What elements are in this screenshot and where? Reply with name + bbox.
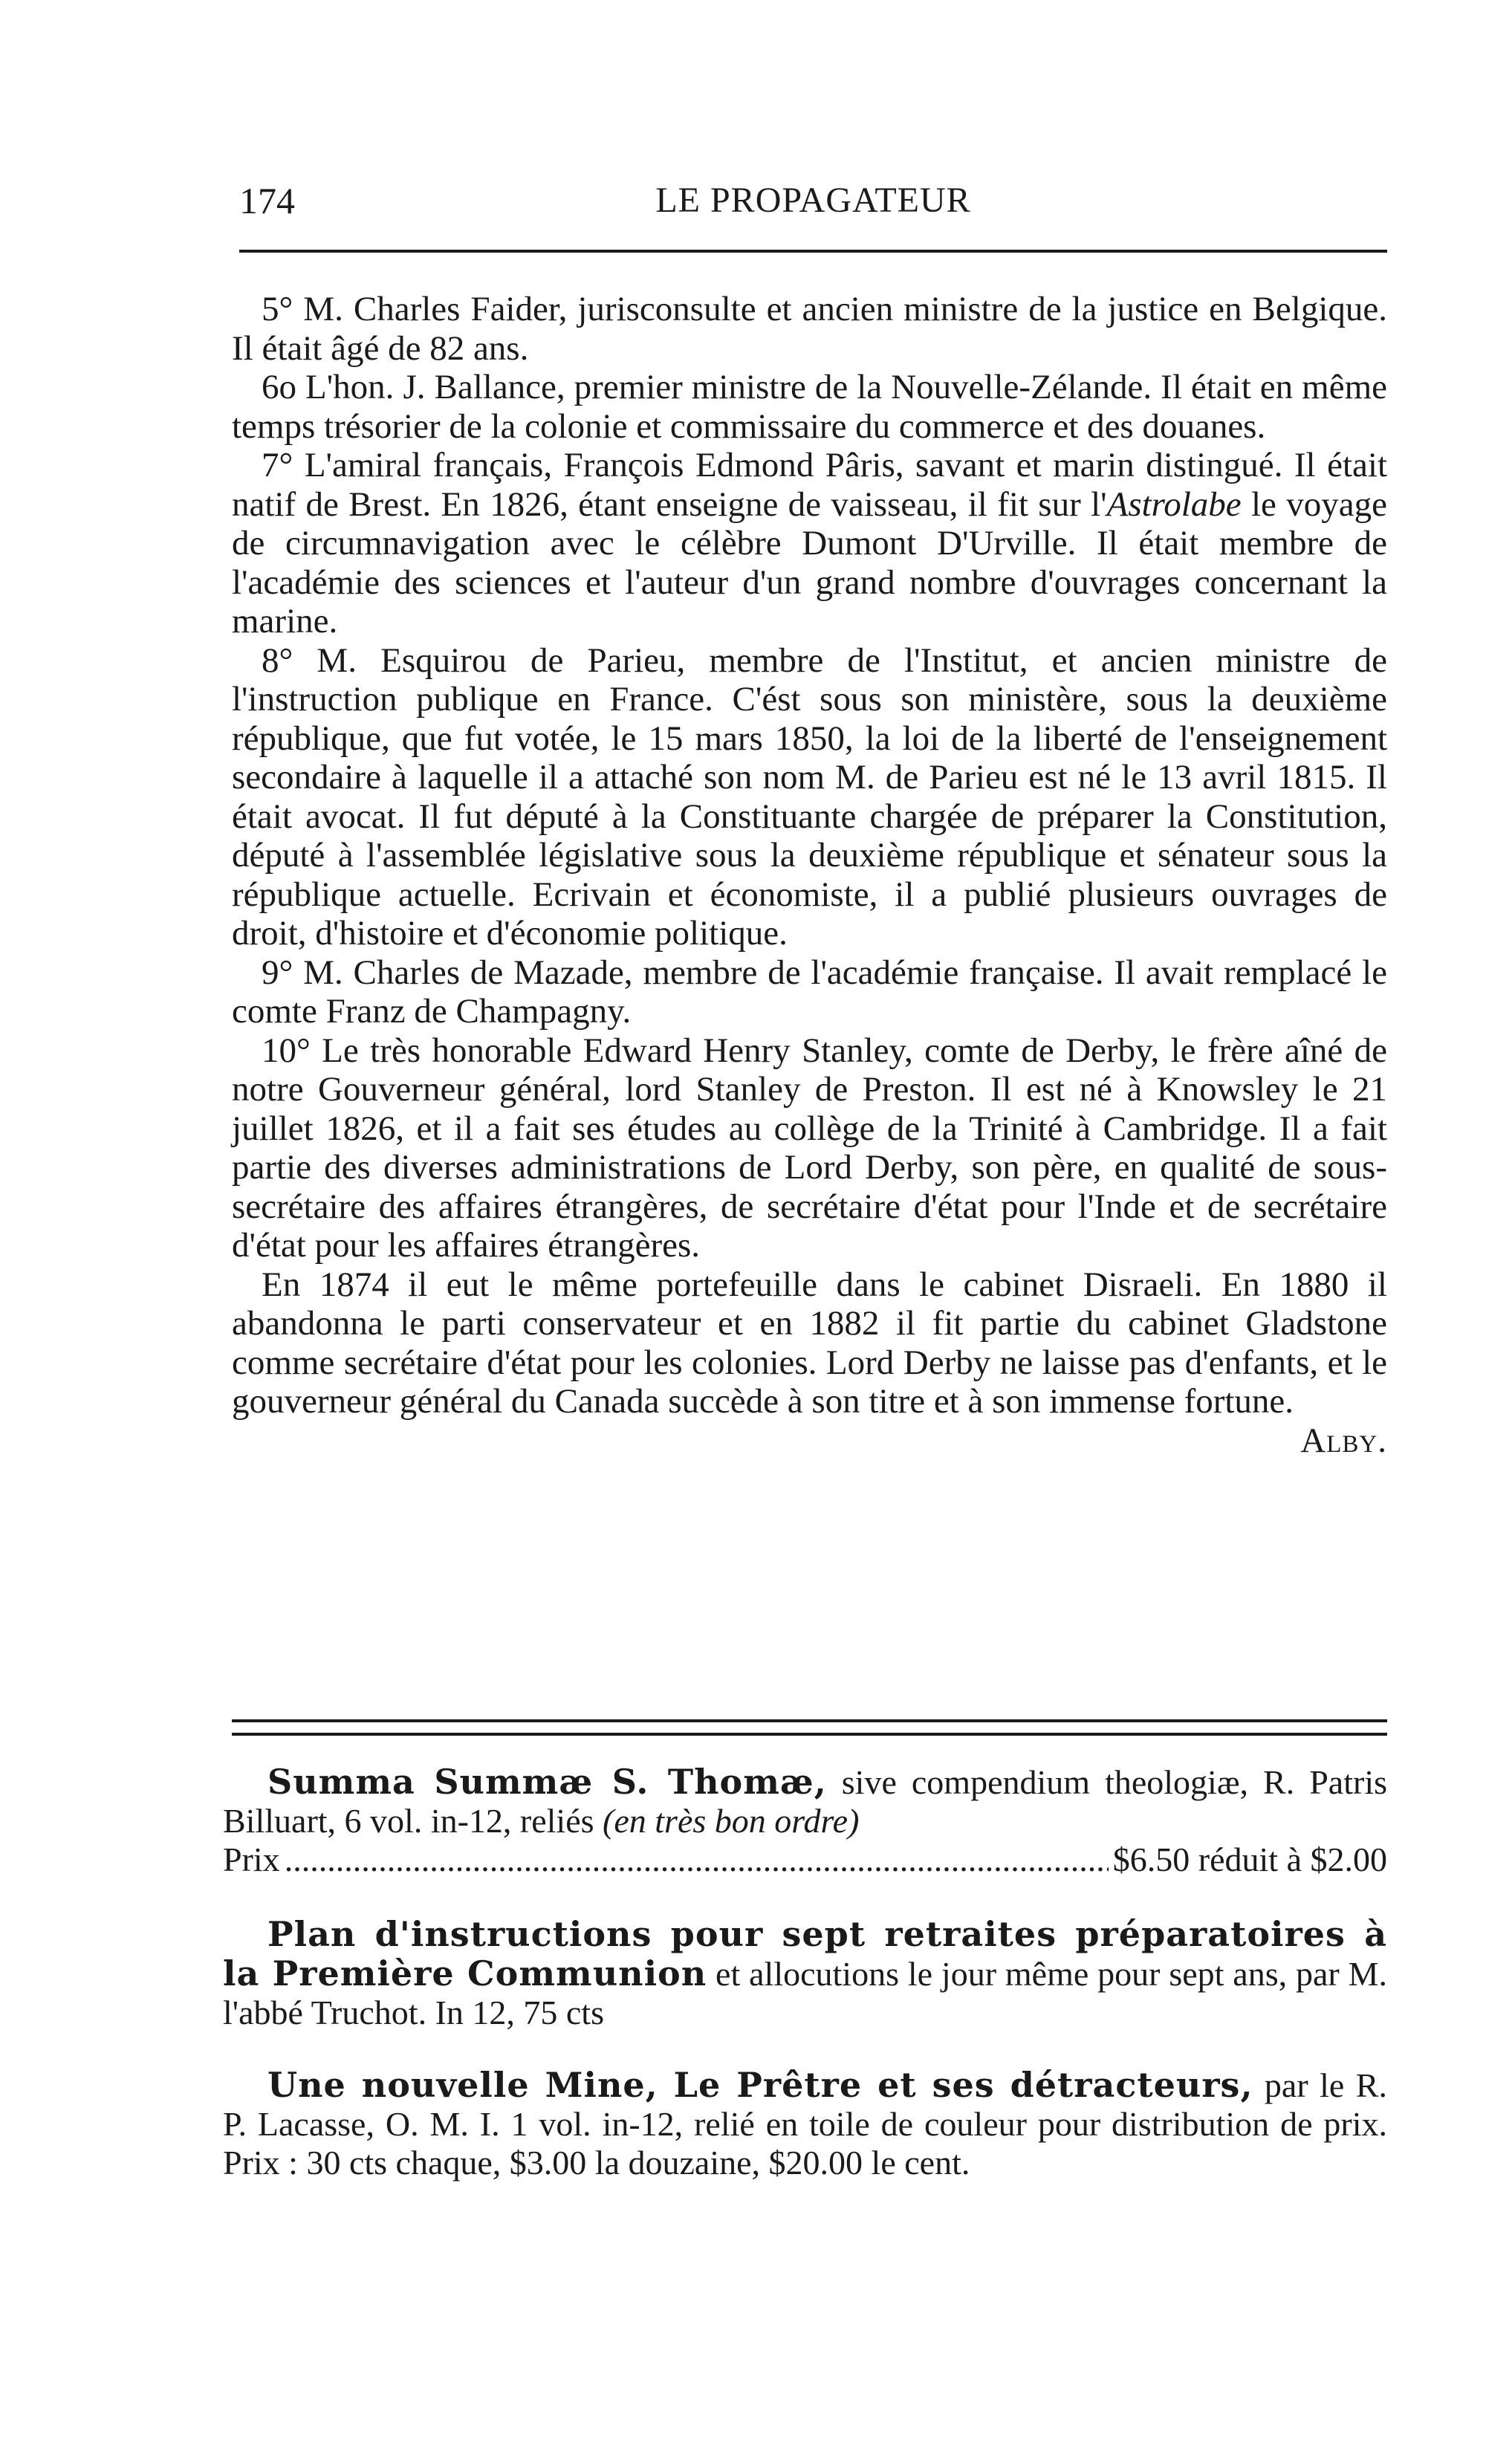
price-line xyxy=(223,1840,1387,1879)
obituary-item xyxy=(232,1031,1387,1265)
ad-description: par le R. P. Lacasse, O. M. I. 1 vol. in-12, relié en toile de couleur pour distribution de prix. Prix : 30 cts chaque, $3.00 la douzaine, $20.00 le cent. xyxy=(223,2066,1387,2182)
obituary-continuation xyxy=(232,1265,1387,1460)
obituaries-section xyxy=(232,290,1387,1460)
author-signature: Alby. xyxy=(1300,1421,1387,1460)
leader-dots xyxy=(285,1840,1109,1879)
running-title: LE PROPAGATEUR xyxy=(655,181,971,220)
ad-title: Summa Summæ S. Thomæ, xyxy=(267,1762,827,1802)
obituary-number: 10° xyxy=(262,1031,311,1070)
obituary-item xyxy=(232,368,1387,446)
obituary-number: 7° xyxy=(262,446,293,484)
obituary-text: M. Esquirou de Parieu, membre de l'Institut, et ancien ministre de l'instruction publique en France. C'ést sous son ministère, sous la deuxième république, que fut votée, le 15 mars 1850, la loi de la liberté de l'enseignement secondaire à laquelle il a attaché son nom M. de Parieu est né le 13 avril 1815. Il était avocat. Il fut député à la Constituante chargée de préparer la Constitution, député à l'assemblée législative sous la deuxième république et sénateur sous la république actuelle. Ecrivain et économiste, il a publié plusieurs ouvrages de droit, d'histoire et d'économie politique. xyxy=(232,640,1387,953)
price-label: Prix xyxy=(223,1840,280,1878)
obituary-item xyxy=(232,446,1387,641)
obituary-number: 5° xyxy=(262,290,293,328)
obituary-text: M. Charles de Mazade, membre de l'académie française. Il avait remplacé le comte Franz de Champagny. xyxy=(232,953,1387,1031)
obituary-item xyxy=(232,641,1387,953)
obituary-item xyxy=(232,290,1387,368)
obituary-item xyxy=(232,953,1387,1031)
obituary-number: 6o xyxy=(262,368,296,406)
header-rule xyxy=(239,250,1387,253)
ad-condition: (en très bon ordre) xyxy=(603,1802,860,1840)
page-number: 174 xyxy=(239,180,295,221)
obituary-text-continued: le voyage de circumnavigation avec le célèbre Dumont D'Urville. Il était membre de l'académie des sciences et l'auteur d'un grand nombre d'ouvrages concernant la marine. xyxy=(232,484,1387,640)
price-value: $6.50 réduit à $2.00 xyxy=(1112,1840,1387,1878)
ship-name: Astrolabe xyxy=(1106,484,1242,524)
ad-text xyxy=(223,2066,1387,2182)
advertisement-summa xyxy=(223,1762,1387,1879)
obituary-number: 8° xyxy=(262,640,293,680)
obituary-text: L'hon. J. Ballance, premier ministre de la Nouvelle-Zélande. Il était en même temps trésorier de la colonie et commissaire du commerce et des douanes. xyxy=(232,368,1387,446)
obituary-text: Le très honorable Edward Henry Stanley, comte de Derby, le frère aîné de notre Gouverneur général, lord Stanley de Preston. Il est né à Knowsley le 21 juillet 1826, et il a fait ses études au collège de la Trinité à Cambridge. Il a fait partie des diverses administrations de Lord Derby, son père, en qualité de sous-secrétaire des affaires étrangères, de secrétaire d'état pour l'Inde et de secrétaire d'état pour les affaires étrangères. xyxy=(232,1031,1387,1265)
obituary-number: 9° xyxy=(262,953,293,992)
advertisement-mine xyxy=(223,2066,1387,2182)
ad-title: Une nouvelle Mine, Le Prêtre et ses détracteurs, xyxy=(267,2065,1253,2105)
ad-description: sive compendium theologiæ, R. Patris Billuart, 6 vol. in-12, reliés xyxy=(223,1763,1387,1840)
obituary-text: M. Charles Faider, jurisconsulte et ancien ministre de la justice en Belgique. Il était âgé de 82 ans. xyxy=(232,290,1387,368)
continuation-text: En 1874 il eut le même portefeuille dans le cabinet Disraeli. En 1880 il abandonna le parti conservateur et en 1882 il fit partie du cabinet Gladstone comme secrétaire d'état pour les colonies. Lord Derby ne laisse pas d'enfants, et le gouverneur général du Canada succède à son titre et à son immense fortune. xyxy=(232,1265,1387,1421)
page-header xyxy=(239,178,1387,230)
ad-title: Plan d'instructions pour sept retraites préparatoires à la Première Communion xyxy=(223,1914,1387,1994)
advertisement-plan xyxy=(223,1915,1387,2032)
obituary-text: L'amiral français, François Edmond Pâris, savant et marin distingué. Il était natif de Brest. En 1826, étant enseigne de vaisseau, il fit sur l' xyxy=(232,446,1387,524)
ad-text xyxy=(223,1762,1387,1840)
section-divider xyxy=(232,1719,1387,1736)
ad-description: et allocutions le jour même pour sept ans, par M. l'abbé Truchot. In 12, 75 cts xyxy=(223,1955,1387,2031)
ad-text xyxy=(223,1915,1387,2032)
